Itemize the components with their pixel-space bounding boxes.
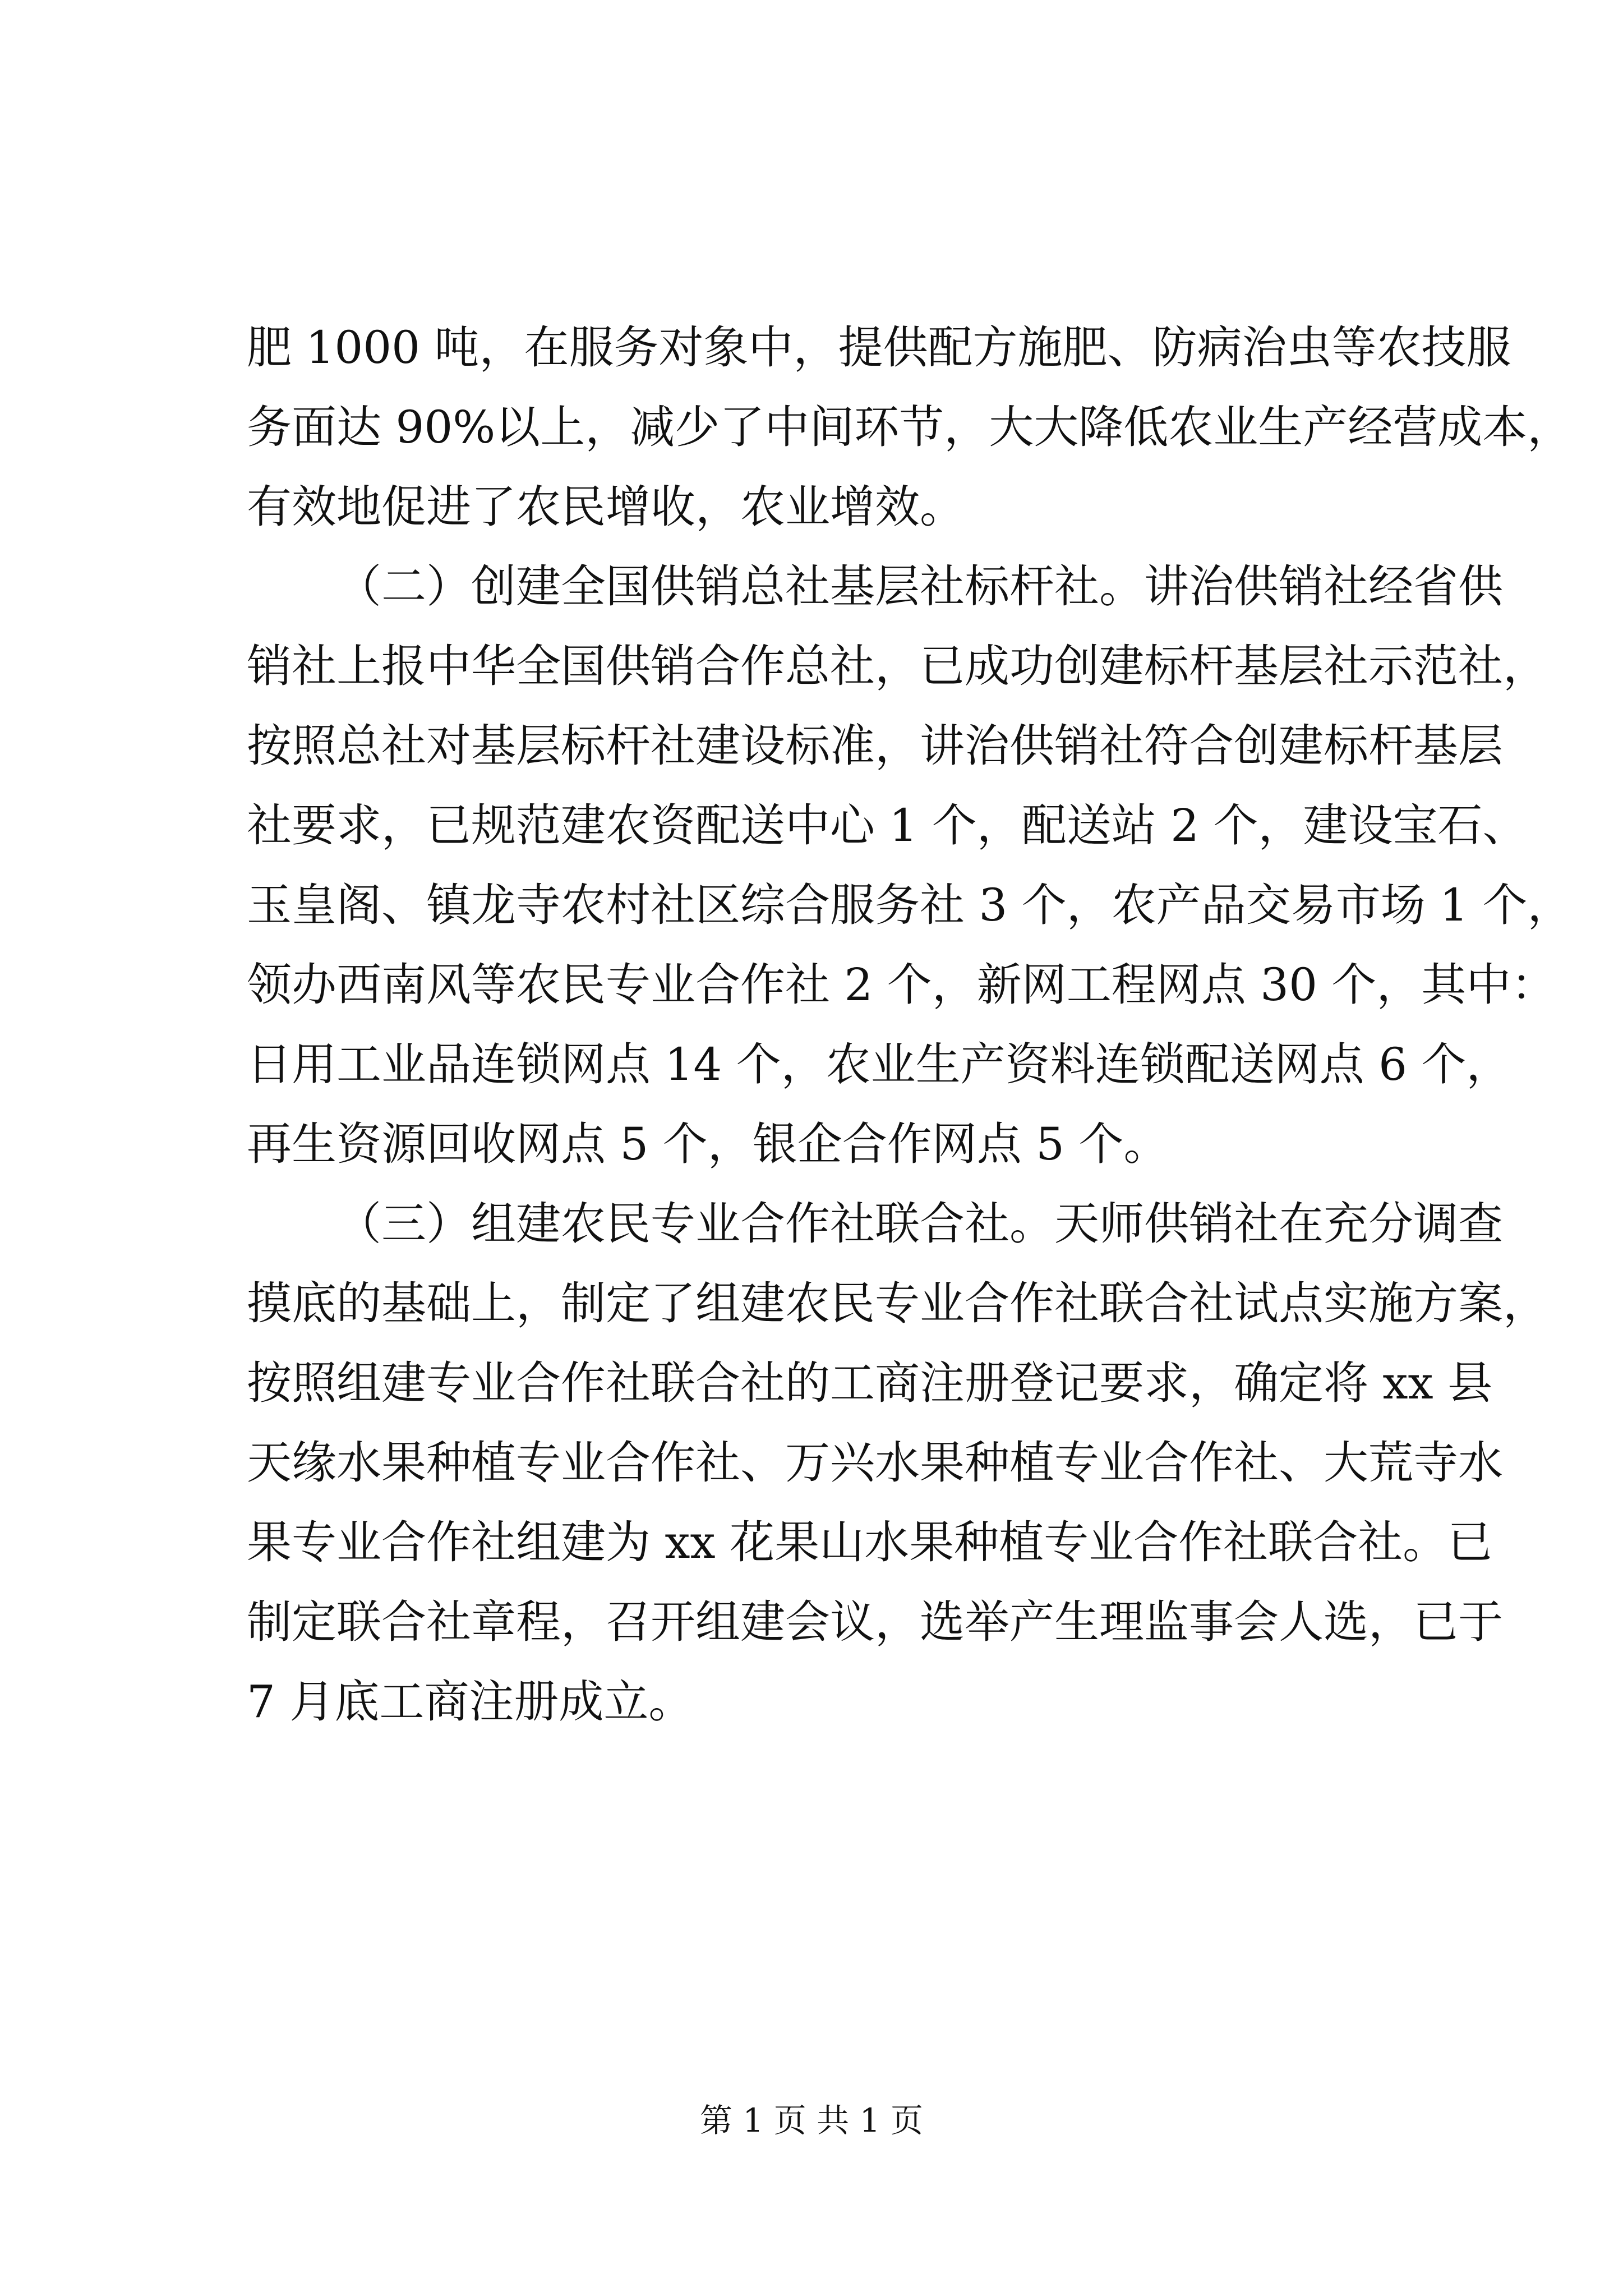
section-heading-line: （三）组建农民专业合作社联合社。天师供销社在充分调查 — [336, 1198, 1503, 1250]
paragraph-line: 按照总社对基层标杆社建设标准，讲治供销社符合创建标杆基层 — [247, 720, 1503, 772]
section-heading-line: （二）创建全国供销总社基层社标杆社。讲治供销社经省供 — [336, 560, 1503, 613]
paragraph-line: 玉皇阁、镇龙寺农村社区综合服务社 3 个，农产品交易市场 1 个， — [247, 879, 1573, 931]
paragraph-line: 再生资源回收网点 5 个，银企合作网点 5 个。 — [247, 1118, 1169, 1170]
paragraph-line: 果专业合作社组建为 xx 花果山水果种植专业合作社联合社。已 — [247, 1516, 1493, 1568]
paragraph-line: 日用工业品连锁网点 14 个，农业生产资料连锁配送网点 6 个， — [247, 1038, 1511, 1091]
paragraph-line: 制定联合社章程，召开组建会议，选举产生理监事会人选，已于 — [247, 1596, 1503, 1648]
paragraph-line: 天缘水果种植专业合作社、万兴水果种植专业合作社、大荒寺水 — [247, 1437, 1503, 1489]
paragraph-line: 销社上报中华全国供销合作总社，已成功创建标杆基层社示范社， — [247, 640, 1548, 692]
paragraph-line: 肥 1000 吨，在服务对象中，提供配方施肥、防病治虫等农技服 — [247, 321, 1511, 374]
paragraph-line: 务面达 90%以上，减少了中间环节，大大降低农业生产经营成本， — [247, 401, 1573, 453]
paragraph-line: 领办西南风等农民专业合作社 2 个，新网工程网点 30 个，其中： — [247, 959, 1556, 1011]
page-footer: 第 1 页 共 1 页 — [700, 2101, 923, 2139]
paragraph-line: 有效地促进了农民增收，农业增效。 — [247, 481, 965, 533]
paragraph-line: 按照组建专业合作社联合社的工商注册登记要求，确定将 xx 县 — [247, 1357, 1493, 1409]
paragraph-line: 7 月底工商注册成立。 — [247, 1676, 694, 1728]
paragraph-line: 摸底的基础上，制定了组建农民专业合作社联合社试点实施方案， — [247, 1277, 1548, 1329]
paragraph-line: 社要求，已规范建农资配送中心 1 个，配送站 2 个，建设宝石、 — [247, 799, 1528, 852]
